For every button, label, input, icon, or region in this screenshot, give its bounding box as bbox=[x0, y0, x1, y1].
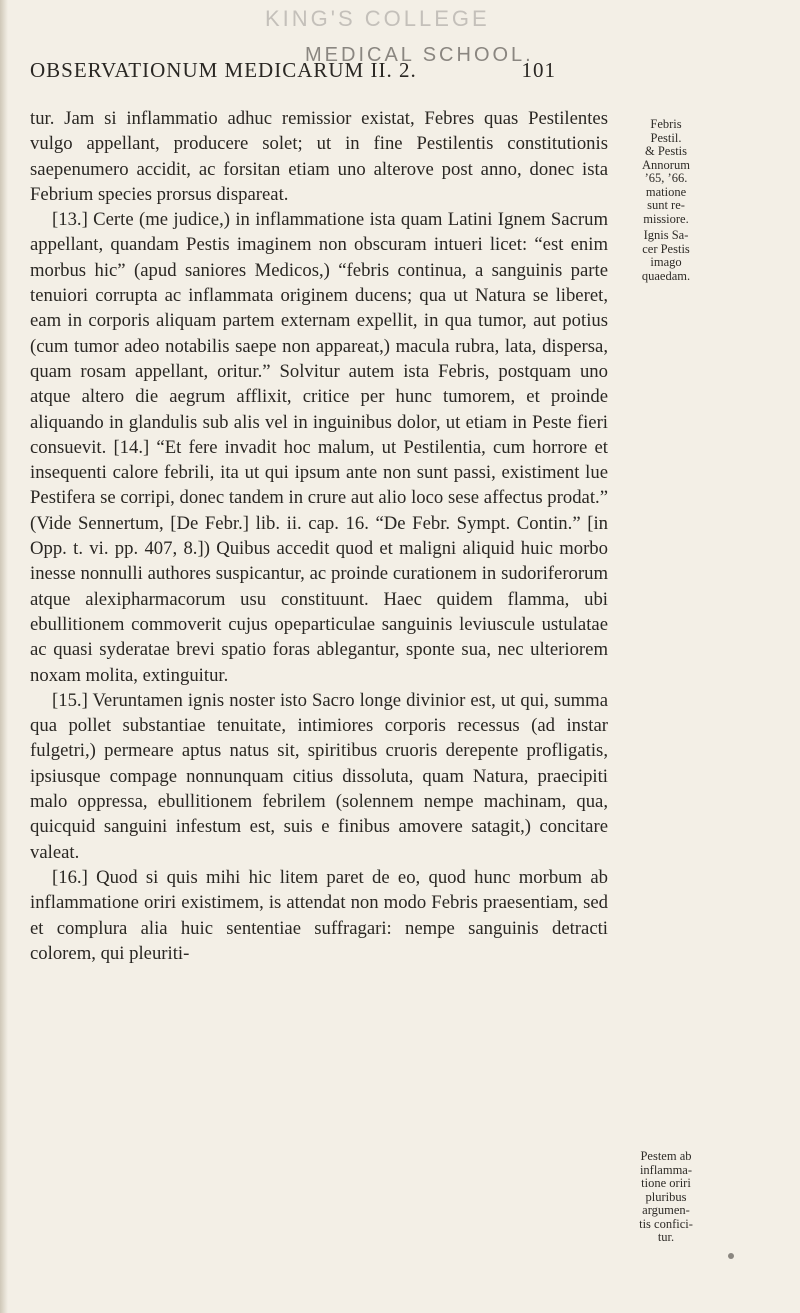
margin-note-line: tione oriri bbox=[641, 1176, 691, 1190]
margin-note-line: tis confici- bbox=[639, 1216, 693, 1231]
margin-note-line: Febris bbox=[650, 117, 682, 131]
paragraph-1: tur. Jam si inflammatio adhuc remissior existat, Febres quas Pestilentes vulgo appellant, producere solet; ut in fine Pestilentis constitutionis saepenumero accidit, ac forsitan etiam uno alterove post anno, donec ista Febrium species prorsus dispareat. bbox=[30, 108, 608, 205]
margin-note-line: Annorum bbox=[642, 157, 690, 172]
page-edge-shadow bbox=[0, 0, 8, 1313]
running-head bbox=[30, 58, 556, 88]
margin-note-line: quaedam. bbox=[641, 268, 691, 283]
margin-note-line: & Pestis bbox=[644, 144, 688, 158]
margin-note-pestem-inflammatione bbox=[624, 1150, 708, 1245]
margin-note-line: pluribus bbox=[645, 1189, 687, 1204]
margin-note-ignis-sacer bbox=[624, 229, 708, 283]
paragraph-3: [15.] Veruntamen ignis noster isto Sacro longe divinior est, ut qui, summa qua pollet substantiae tenuitate, intimiores corporis recessus (ad instar fulgetri,) permeare aptus natus sit, spiritibus cruoris derepente profligatis, ipsiusque compage nonnunquam citius dissoluta, quam Natura, praecipiti malo oppressa, ebullitionem febrilem (solennem nempe machinam, qua, quicquid sanguini infestum est, suis e finibus amovere satagit,) concitare valeat. bbox=[30, 689, 608, 863]
paragraph-2: [13.] Certe (me judice,) in inflammatione ista quam Latini Ignem Sacrum appellant, quandam Pestis imaginem non obscuram intueri licet: “est enim morbus hic” (apud saniores Medicos,) “febris continua, a sanguinis parte tenuiori corrupta ac inflammata originem ducens; qua ut Natura se liberet, eam in corporis aliquam partem externam expellit, in qua tumor, aut potius (cum tumor adeo notabilis saepe non appareat,) macula rubra, lata, dispersa, quam rosam appellant, oritur.” Solvitur autem ista Febris, postquam uno atque altero die aegrum afflixit, critice per hunc tumorem, et proinde aliquando in glandulis sub alis vel in inguinibus dolor, ut etiam in Peste fieri consuevit. [14.] “Et fere invadit hoc malum, ut Pestilentia, cum horrore et insequenti calore febrili, ita ut qui ipsum ante non sunt passi, existiment lue Pestifera se corripi, donec tandem in crure aut alio loco sese affectus prodat.” (Vide Sennertum, [De Febr.] lib. ii. cap. 16. “De Febr. Sympt. Contin.” [in Opp. t. vi. pp. 407, 8.]) Quibus accedit quod et maligni aliquid huic morbo inesse nonnulli authores suspicantur, ac proinde curationem in sudoriferorum atque alexipharmacorum usu constituunt. Haec quidem flamma, ubi ebullitionem commoverit cujus opeparticulae sanguinis leviuscule ustulatae ac quasi syderatae brevi spatio foras ablegantur, sponte sua, nec ulteriorem noxam molita, extinguitur. bbox=[30, 209, 608, 686]
stamp-line-college: KING'S COLLEGE bbox=[265, 6, 490, 31]
running-head-title: OBSERVATIONUM MEDICARUM II. 2. bbox=[30, 58, 417, 82]
margin-note-line: Pestem ab bbox=[640, 1149, 692, 1163]
margin-note-line: tur. bbox=[657, 1230, 675, 1244]
margin-note-line: imago bbox=[650, 255, 682, 269]
margin-note-line: inflamma- bbox=[639, 1162, 693, 1177]
margin-note-line: matione bbox=[645, 184, 687, 199]
margin-note-line: sunt re- bbox=[647, 198, 685, 212]
page-number: 101 bbox=[521, 58, 556, 82]
margin-note-line: ’65, ’66. bbox=[644, 171, 688, 185]
stamp-line-school: MEDICAL SCHOOL. bbox=[305, 44, 534, 66]
margin-note-line: missiore. bbox=[643, 211, 689, 226]
margin-note-febris-pestil bbox=[624, 118, 708, 226]
paragraph-4: [16.] Quod si quis mihi hic litem paret de eo, quod hunc morbum ab inflammatione oriri existimem, is attendat non modo Febris praesentiam, sed et complura alia huic sententiae suffragari: nempe sanguinis detracti colorem, qui pleuriti- bbox=[30, 866, 608, 964]
margin-note-line: argumen- bbox=[642, 1203, 690, 1217]
ink-dot bbox=[728, 1253, 734, 1259]
margin-note-line: Ignis Sa- bbox=[643, 228, 689, 242]
body-text bbox=[30, 106, 608, 966]
margin-note-line: cer Pestis bbox=[642, 241, 690, 256]
margin-note-line: Pestil. bbox=[650, 130, 682, 145]
